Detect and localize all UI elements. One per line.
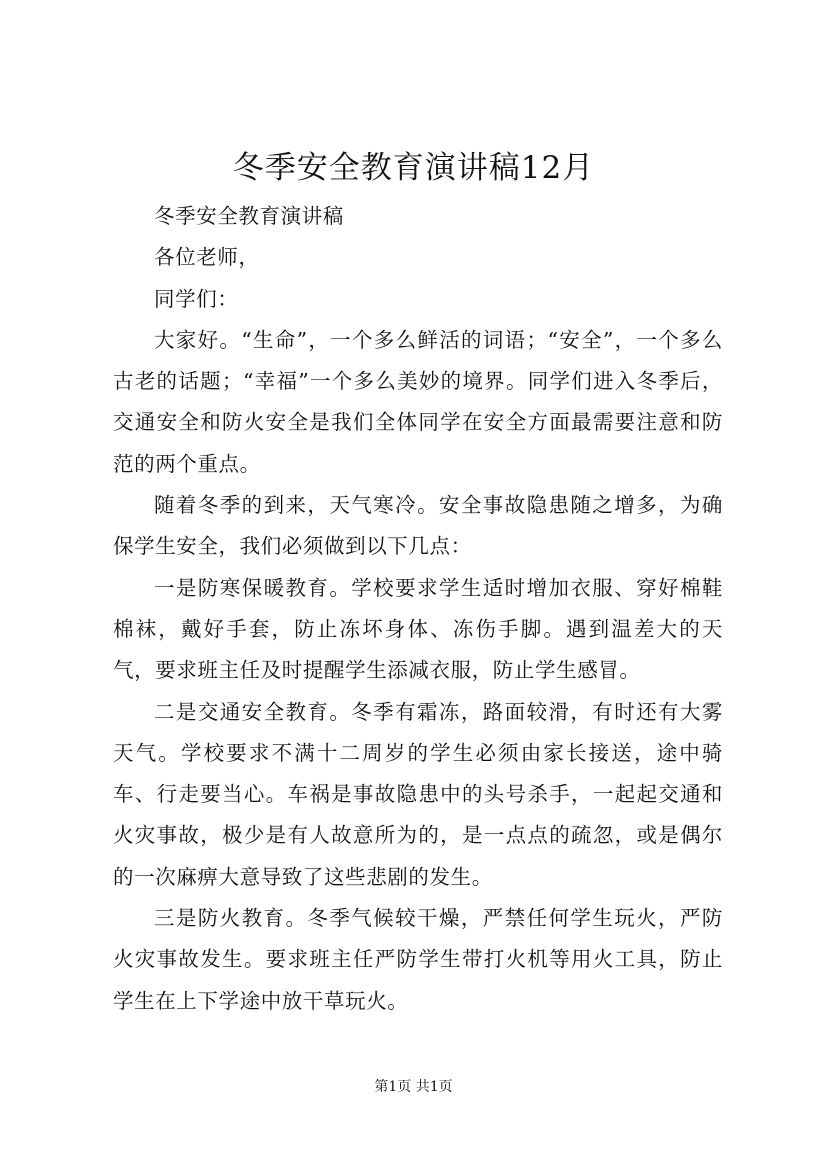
document-body — [113, 196, 723, 1022]
paragraph-intro: 大家好。“生命”，一个多么鲜活的词语；“安全”，一个多么古老的话题；“幸福”一个多么美妙的境界。同学们进入冬季后，交通安全和防火安全是我们全体同学在安全方面最需要注意和防范的两个重点。 — [113, 327, 723, 476]
paragraph-greeting-teachers: 各位老师， — [154, 245, 260, 270]
document-title: 冬季安全教育演讲稿12月 — [232, 150, 595, 186]
paragraph-cold-protection: 一是防寒保暖教育。学校要求学生适时增加衣服、穿好棉鞋棉袜，戴好手套，防止冻坏身体、冻伤手脚。遇到温差大的天气，要求班主任及时提醒学生添减衣服，防止学生感冒。 — [113, 575, 723, 683]
paragraph-traffic-safety: 二是交通安全教育。冬季有霜冻，路面较滑，有时还有大雾天气。学校要求不满十二周岁的学生必须由家长接送，途中骑车、行走要当心。车祸是事故隐患中的头号杀手，一起起交通和火灾事故，极少是有人故意所为的，是一点点的疏忽，或是偶尔的一次麻痹大意导致了这些悲剧的发生。 — [113, 699, 723, 889]
paragraph-fire-safety: 三是防火教育。冬季气候较干燥，严禁任何学生玩火，严防火灾事故发生。要求班主任严防学生带打火机等用火工具，防止学生在上下学途中放干草玩火。 — [113, 906, 723, 1013]
paragraph-winter-risks: 随着冬季的到来，天气寒冷。安全事故隐患随之增多，为确保学生安全，我们必须做到以下几点： — [113, 493, 723, 559]
page-number-footer: 第1页 共1页 — [374, 1079, 453, 1095]
paragraph-subtitle: 冬季安全教育演讲稿 — [154, 204, 344, 228]
paragraph-greeting-students: 同学们： — [154, 286, 239, 311]
